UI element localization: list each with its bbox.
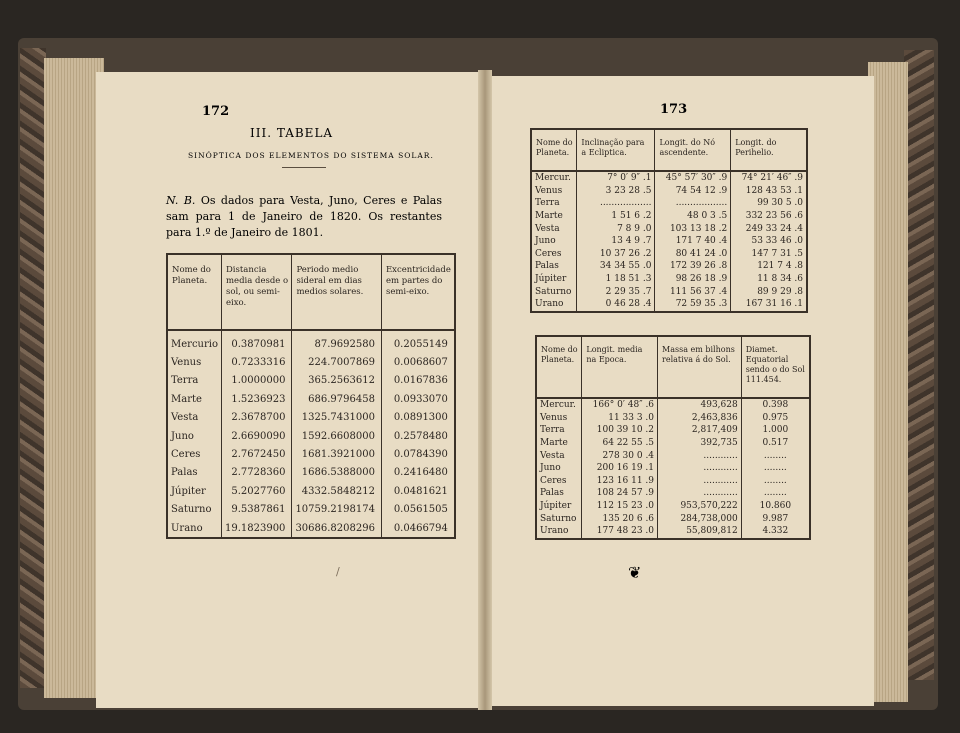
table-row	[536, 500, 810, 513]
value-cell: 0.0466794	[393, 522, 448, 534]
value-cell: 19.1823900	[221, 519, 291, 538]
page-edges-right	[868, 62, 908, 702]
value-cell: 9.987	[762, 513, 789, 524]
table-row	[531, 285, 807, 298]
table-row	[531, 222, 807, 235]
planet-name-cell: Terra	[536, 424, 582, 437]
value-cell: 55,809,812	[658, 525, 742, 539]
table-row	[531, 210, 807, 223]
mass-diameter-table	[535, 335, 811, 540]
planet-name-cell: Urano	[167, 519, 221, 538]
table-title: III. TABELA	[250, 126, 334, 140]
value-cell: 0.0784390	[393, 449, 448, 461]
table-row	[531, 185, 807, 198]
value-cell: 5.2027760	[221, 482, 291, 500]
value-cell: 0.7233316	[221, 353, 291, 371]
table-row	[536, 512, 810, 525]
table-row	[536, 487, 810, 500]
planet-name-cell: Vesta	[531, 222, 577, 235]
value-cell: 278 30 0 .4	[582, 449, 658, 462]
note-label: N. B.	[166, 194, 196, 207]
value-cell: 1592.6608000	[292, 427, 382, 445]
table-row	[536, 462, 810, 475]
value-cell: ............	[658, 449, 742, 462]
value-cell: 98 26 18 .9	[655, 273, 731, 286]
value-cell: 99 30 5 .0	[757, 198, 803, 209]
table-row	[167, 372, 455, 390]
value-cell: 100 39 10 .2	[582, 424, 658, 437]
value-cell: 34 34 55 .0	[577, 260, 655, 273]
value-cell: 121 7 4 .8	[757, 261, 803, 272]
planet-name-cell: Ceres	[531, 248, 577, 261]
page-edges-left	[44, 58, 104, 698]
value-cell: 1.0000000	[221, 372, 291, 390]
table-subtitle: SINÓPTICA DOS ELEMENTOS DO SISTEMA SOLAR.	[188, 151, 434, 160]
column-header: Longit. do Nó ascendente.	[655, 129, 731, 171]
planet-name-cell: Venus	[536, 412, 582, 425]
planet-name-cell: Saturno	[531, 285, 577, 298]
value-cell: 0.2416480	[393, 467, 448, 479]
value-cell: 72 59 35 .3	[655, 298, 731, 312]
value-cell: ..................	[577, 197, 655, 210]
value-cell: 0.0068607	[393, 357, 448, 369]
planet-name-cell: Urano	[536, 525, 582, 539]
table-row	[167, 519, 455, 538]
value-cell: 1.000	[762, 425, 789, 436]
table-row	[167, 464, 455, 482]
value-cell: 89 9 29 .8	[757, 286, 803, 297]
value-cell: 0.0561505	[393, 504, 448, 516]
table-row	[536, 424, 810, 437]
value-cell: 103 13 18 .2	[655, 222, 731, 235]
table-row	[167, 409, 455, 427]
value-cell: 1 18 51 .3	[577, 273, 655, 286]
marbled-cover-edge-right	[904, 50, 934, 680]
table-row	[167, 482, 455, 500]
value-cell: 123 16 11 .9	[582, 475, 658, 488]
title-rule	[282, 167, 326, 168]
value-cell: 53 33 46 .0	[751, 236, 803, 247]
table-row	[167, 353, 455, 371]
planet-name-cell: Terra	[167, 372, 221, 390]
value-cell: 111 56 37 .4	[655, 285, 731, 298]
planet-name-cell: Mercurio	[167, 330, 221, 353]
value-cell: 249 33 24 .4	[745, 223, 803, 234]
column-header: Nome do Planeta.	[167, 254, 221, 330]
planet-name-cell: Marte	[531, 210, 577, 223]
table-row	[536, 475, 810, 488]
table-row	[536, 398, 810, 412]
ink-blot: ❦	[628, 563, 642, 582]
planet-name-cell: Juno	[531, 235, 577, 248]
planet-name-cell: Vesta	[536, 449, 582, 462]
column-header: Longit. do Perihelio.	[731, 129, 807, 171]
table-row	[167, 390, 455, 408]
table-row	[531, 273, 807, 286]
value-cell: 166° 0′ 48″ .6	[582, 398, 658, 412]
value-cell: 3 23 28 .5	[577, 185, 655, 198]
value-cell: ..................	[655, 197, 731, 210]
value-cell: ............	[658, 487, 742, 500]
note-text: Os dados para Vesta, Juno, Ceres e Palas sam para 1 de Janeiro de 1820. Os restantes para 1.º de Janeiro de 1801.	[166, 194, 443, 239]
table-row	[531, 298, 807, 312]
value-cell: 0.0933070	[393, 393, 448, 405]
value-cell: 2.3678700	[221, 409, 291, 427]
value-cell: 4332.5848212	[292, 482, 382, 500]
table-row	[531, 235, 807, 248]
planet-name-cell: Venus	[531, 185, 577, 198]
value-cell: 7 8 9 .0	[577, 222, 655, 235]
table-row	[536, 525, 810, 539]
book-gutter	[478, 70, 492, 710]
planet-name-cell: Saturno	[536, 512, 582, 525]
value-cell: 11 33 3 .0	[582, 412, 658, 425]
column-header: Nome do Planeta.	[531, 129, 577, 171]
value-cell: ........	[763, 463, 787, 474]
value-cell: ........	[763, 488, 787, 499]
value-cell: 64 22 55 .5	[582, 437, 658, 450]
value-cell: 0.2578480	[393, 430, 448, 442]
value-cell: 953,570,222	[658, 500, 742, 513]
value-cell: 0.0891300	[393, 412, 448, 424]
value-cell: 1681.3921000	[292, 445, 382, 463]
value-cell: 0.0481621	[393, 485, 448, 497]
value-cell: 200 16 19 .1	[582, 462, 658, 475]
value-cell: 332 23 56 .6	[745, 211, 803, 222]
value-cell: 2.6690090	[221, 427, 291, 445]
value-cell: 284,738,000	[658, 512, 742, 525]
value-cell: 365.2563612	[292, 372, 382, 390]
value-cell: 128 43 53 .1	[745, 185, 803, 196]
value-cell: 11 8 34 .6	[757, 274, 803, 285]
value-cell: 171 7 40 .4	[655, 235, 731, 248]
value-cell: 172 39 26 .8	[655, 260, 731, 273]
value-cell: 30686.8208296	[292, 519, 382, 538]
planet-name-cell: Palas	[531, 260, 577, 273]
value-cell: 1 51 6 .2	[577, 210, 655, 223]
value-cell: ........	[763, 475, 787, 486]
page-number-left: 172	[202, 104, 230, 119]
planet-name-cell: Urano	[531, 298, 577, 312]
marbled-cover-edge-left	[20, 48, 46, 688]
planet-name-cell: Júpiter	[167, 482, 221, 500]
value-cell: 0.3870981	[221, 330, 291, 353]
value-cell: 48 0 3 .5	[655, 210, 731, 223]
planet-name-cell: Terra	[531, 197, 577, 210]
value-cell: 10.860	[759, 501, 792, 512]
value-cell: 87.9692580	[292, 330, 382, 353]
planet-name-cell: Venus	[167, 353, 221, 371]
value-cell: 0 46 28 .4	[577, 298, 655, 312]
value-cell: 112 15 23 .0	[582, 500, 658, 513]
note-paragraph	[166, 193, 442, 241]
value-cell: ............	[658, 462, 742, 475]
value-cell: 392,735	[658, 437, 742, 450]
planet-name-cell: Saturno	[167, 501, 221, 519]
table-row	[167, 330, 455, 353]
elements-table	[166, 253, 456, 539]
value-cell: ........	[763, 450, 787, 461]
value-cell: 108 24 57 .9	[582, 487, 658, 500]
planet-name-cell: Palas	[167, 464, 221, 482]
value-cell: 10 37 26 .2	[577, 248, 655, 261]
table-row	[167, 501, 455, 519]
value-cell: 1325.7431000	[292, 409, 382, 427]
value-cell: 2,463,836	[658, 412, 742, 425]
value-cell: 1686.5388000	[292, 464, 382, 482]
planet-name-cell: Mercur.	[536, 398, 582, 412]
value-cell: 74 54 12 .9	[655, 185, 731, 198]
planet-name-cell: Júpiter	[531, 273, 577, 286]
planet-name-cell: Marte	[536, 437, 582, 450]
table-row	[531, 171, 807, 185]
planet-name-cell: Júpiter	[536, 500, 582, 513]
planet-name-cell: Ceres	[536, 475, 582, 488]
value-cell: 2 29 35 .7	[577, 285, 655, 298]
planet-name-cell: Vesta	[167, 409, 221, 427]
orbital-elements-table	[530, 128, 808, 313]
value-cell: 0.2055149	[393, 338, 448, 350]
table-row	[531, 260, 807, 273]
value-cell: 45° 57′ 30″ .9	[655, 171, 731, 185]
planet-name-cell: Juno	[167, 427, 221, 445]
planet-name-cell: Palas	[536, 487, 582, 500]
column-header: Massa em bilhons relativa á do Sol.	[658, 336, 742, 398]
table-row	[531, 248, 807, 261]
value-cell: 0.0167836	[393, 375, 448, 387]
value-cell: 2,817,409	[658, 424, 742, 437]
table-row	[536, 449, 810, 462]
value-cell: 167 31 16 .1	[745, 299, 803, 310]
value-cell: 2.7728360	[221, 464, 291, 482]
value-cell: 0.398	[762, 400, 789, 411]
value-cell: 0.517	[762, 438, 789, 449]
planet-name-cell: Mercur.	[531, 171, 577, 185]
value-cell: 4.332	[762, 526, 789, 537]
table-row	[536, 412, 810, 425]
value-cell: 2.7672450	[221, 445, 291, 463]
value-cell: 1.5236923	[221, 390, 291, 408]
column-header: Diamet. Equatorial sendo o do Sol 111.454.	[741, 336, 810, 398]
table-row	[531, 197, 807, 210]
column-header: Periodo medio sideral em dias medios solares.	[292, 254, 382, 330]
value-cell: 135 20 6 .6	[582, 512, 658, 525]
value-cell: 13 4 9 .7	[577, 235, 655, 248]
table-row	[536, 437, 810, 450]
value-cell: 177 48 23 .0	[582, 525, 658, 539]
value-cell: 686.9796458	[292, 390, 382, 408]
ink-mark: /	[336, 565, 340, 578]
planet-name-cell: Juno	[536, 462, 582, 475]
table-row	[167, 445, 455, 463]
value-cell: 224.7007869	[292, 353, 382, 371]
column-header: Nome do Planeta.	[536, 336, 582, 398]
value-cell: 0.975	[762, 412, 789, 423]
planet-name-cell: Ceres	[167, 445, 221, 463]
page-number-right: 173	[660, 102, 688, 117]
value-cell: 9.5387861	[221, 501, 291, 519]
value-cell: 7° 0′ 9″ .1	[577, 171, 655, 185]
value-cell: 147 7 31 .5	[751, 248, 803, 259]
column-header: Distancia media desde o sol, ou semi-eixo.	[221, 254, 291, 330]
value-cell: 74° 21′ 46″ .9	[741, 173, 803, 184]
value-cell: 493,628	[658, 398, 742, 412]
planet-name-cell: Marte	[167, 390, 221, 408]
value-cell: 10759.2198174	[292, 501, 382, 519]
value-cell: ............	[658, 475, 742, 488]
column-header: Longit. media na Epoca.	[582, 336, 658, 398]
table-row	[167, 427, 455, 445]
column-header: Inclinação para a Ecliptica.	[577, 129, 655, 171]
column-header: Excentricidade em partes do semi-eixo.	[381, 254, 454, 330]
value-cell: 80 41 24 .0	[655, 248, 731, 261]
